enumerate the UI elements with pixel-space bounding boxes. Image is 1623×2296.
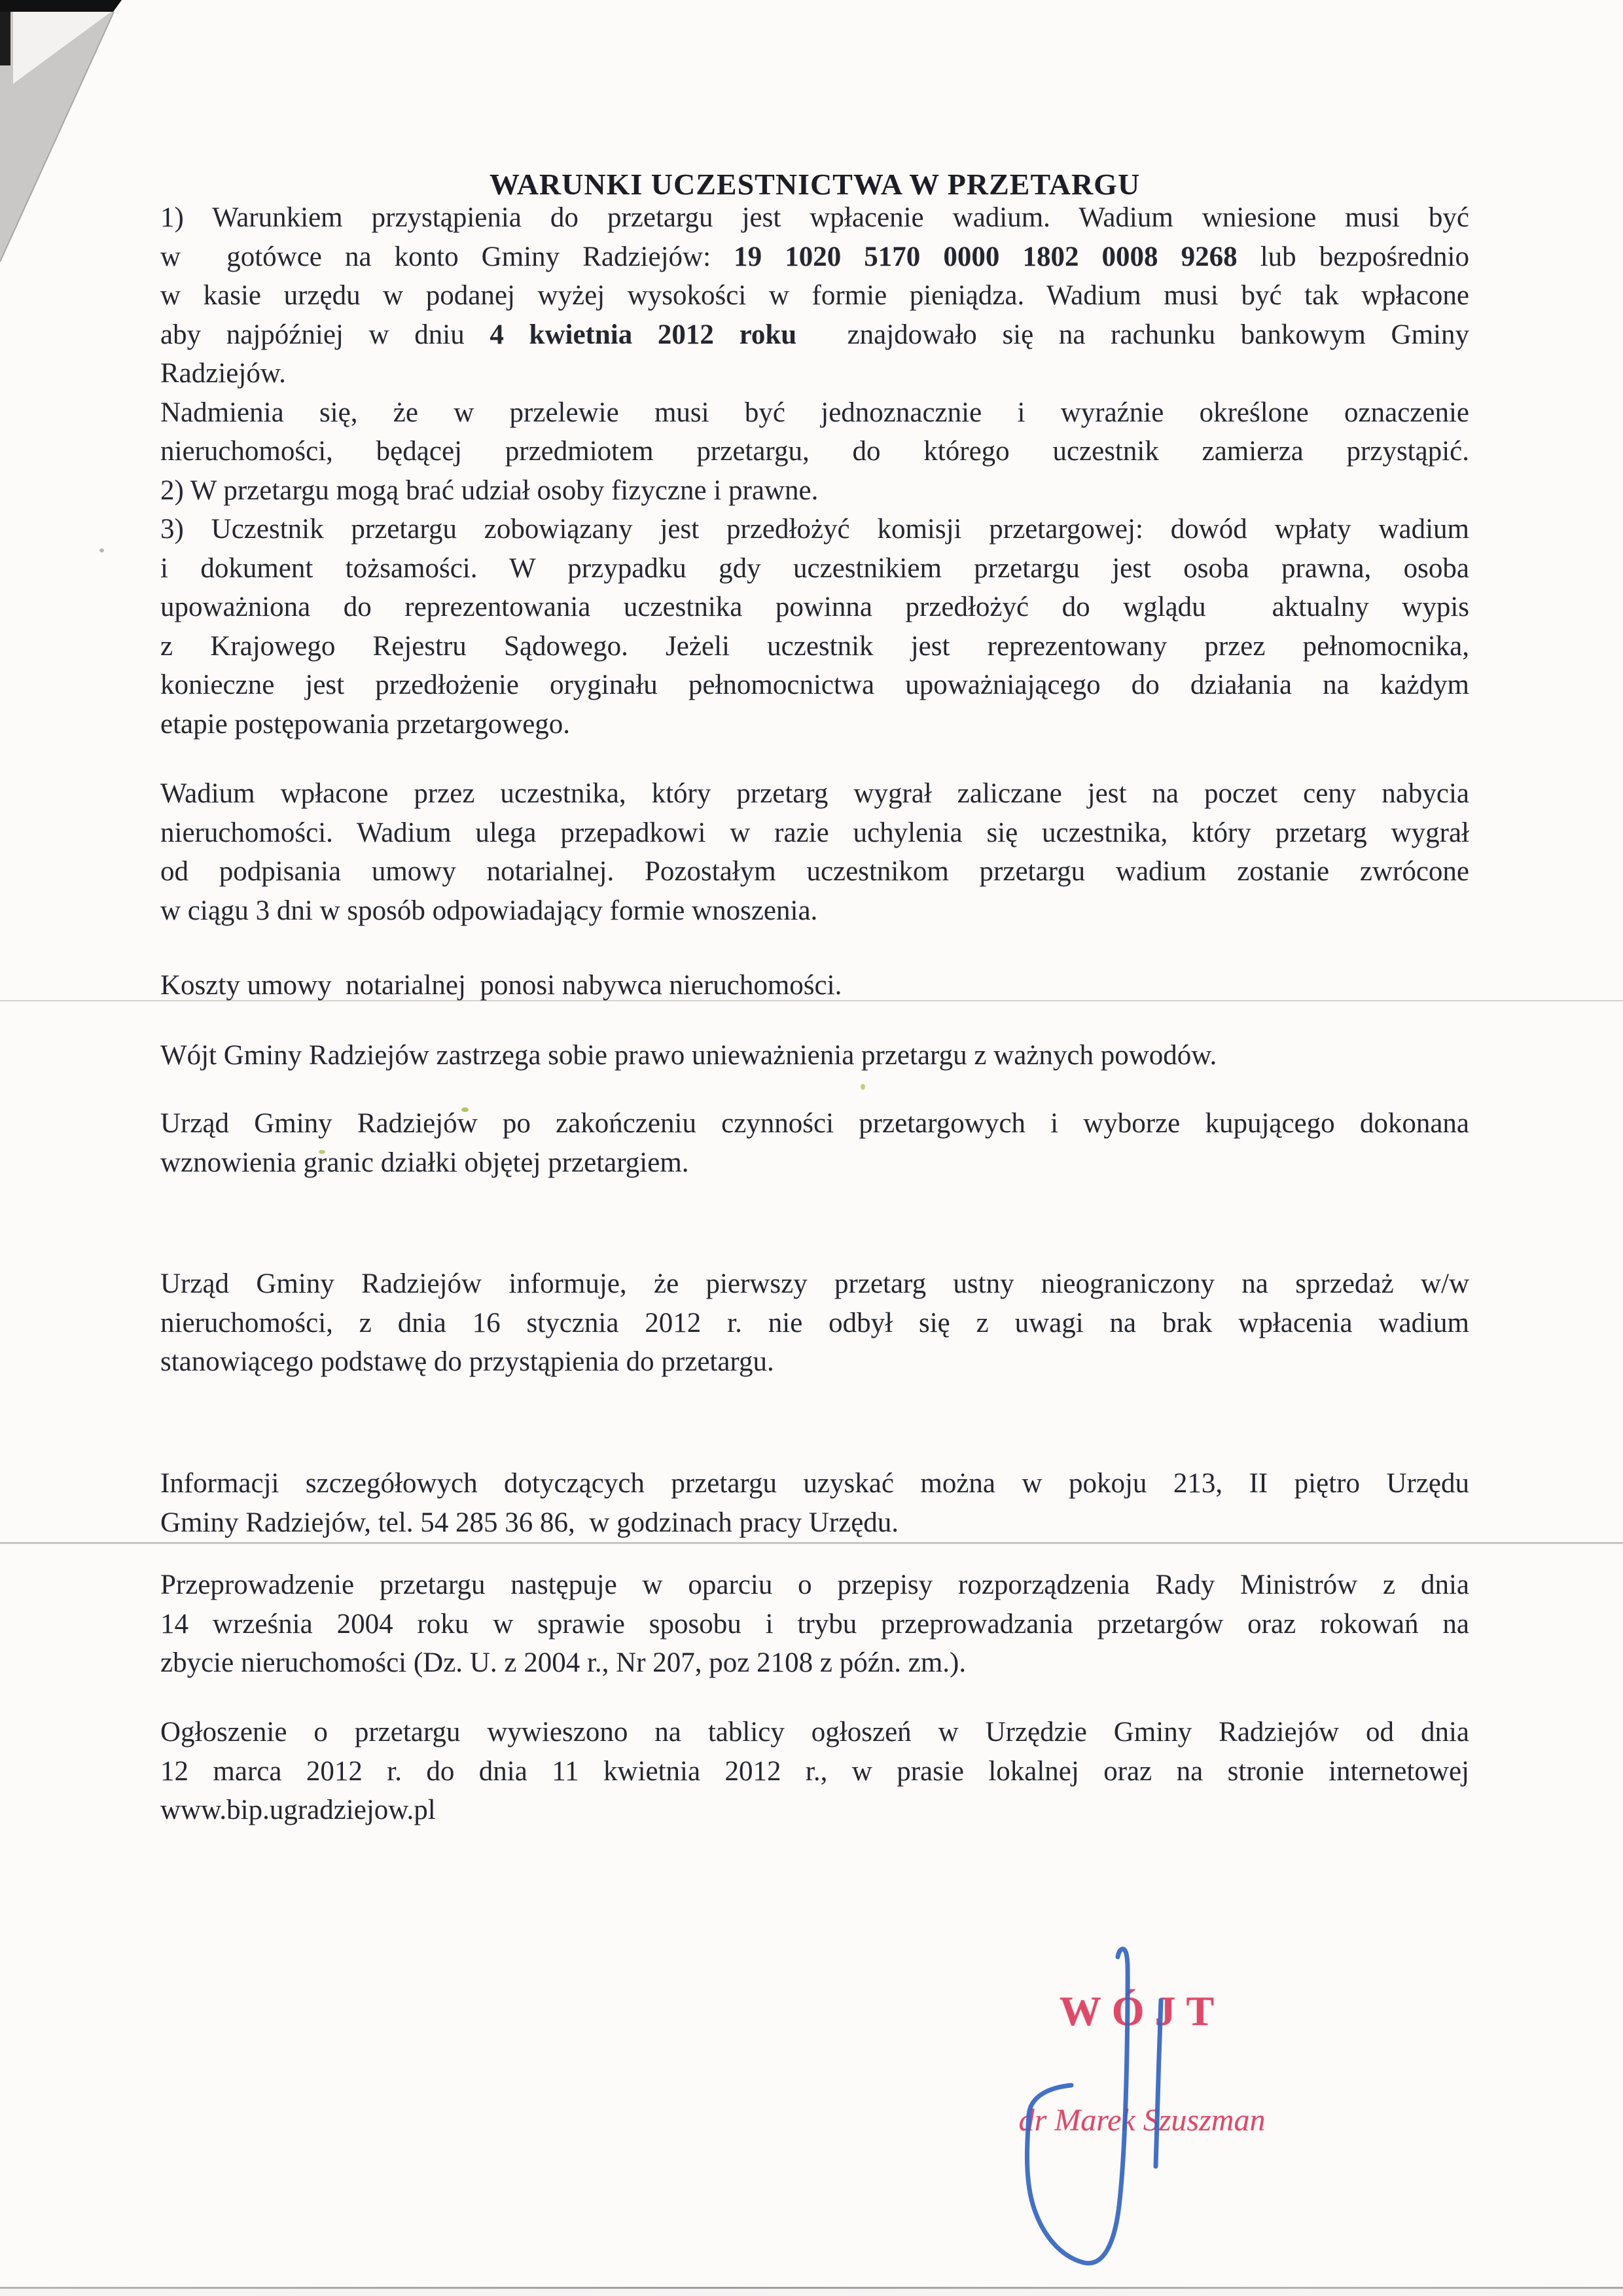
- text-line: [160, 1791, 1469, 1830]
- text-line: [160, 1342, 1469, 1382]
- text-segment: aby najpóźniej w dniu: [160, 319, 490, 350]
- text-segment: lub bezpośrednio: [1237, 241, 1469, 272]
- text-segment: zbycie nieruchomości (Dz. U. z 2004 r., Nr 207, poz 2108 z późn. zm.).: [160, 1647, 967, 1678]
- paragraph: [160, 198, 1469, 744]
- text-line: [160, 354, 1469, 393]
- text-line: [160, 276, 1469, 315]
- text-segment: nieruchomości, będącej przedmiotem przetargu, do którego uczestnik zamierza przystąpić.: [160, 436, 1469, 467]
- text-line: [160, 471, 1469, 511]
- paragraph: [160, 1265, 1469, 1382]
- mayor-stamp-name: dr Marek Szuszman: [1018, 2103, 1266, 2138]
- scan-speck: [99, 548, 104, 552]
- text-line: [160, 852, 1469, 891]
- text-segment: konieczne jest przedłożenie oryginału pełnomocnictwa upoważniającego do działania na każdym: [160, 670, 1469, 700]
- text-segment: Koszty umowy notarialnej ponosi nabywca nieruchomości.: [160, 970, 842, 1001]
- text-segment: Urząd Gminy Radziejów informuje, że pierwszy przetarg ustny nieograniczony na sprzedaż w/w: [160, 1268, 1469, 1299]
- text-line: [160, 510, 1469, 549]
- paragraph: [160, 774, 1469, 930]
- bold-text-segment: 4 kwietnia 2012 roku: [490, 319, 797, 350]
- text-segment: znajdowało się na rachunku bankowym Gminy: [796, 319, 1469, 350]
- text-line: [160, 1566, 1469, 1605]
- text-segment: wznowienia granic działki objętej przetargiem.: [160, 1147, 689, 1178]
- text-line: [160, 774, 1469, 814]
- scanner-bed-strip: [0, 2289, 1623, 2296]
- paragraph: [160, 1713, 1469, 1830]
- text-segment: nieruchomości, z dnia 16 stycznia 2012 r. nie odbył się z uwagi na brak wpłacenia wadium: [160, 1307, 1469, 1338]
- text-line: [160, 666, 1469, 705]
- text-line: [160, 198, 1469, 238]
- paragraph: [160, 1036, 1469, 1075]
- text-line: [160, 1304, 1469, 1343]
- text-segment: od podpisania umowy notarialnej. Pozostałym uczestnikom przetargu wadium zostanie zwrócone: [160, 856, 1469, 887]
- text-line: [160, 814, 1469, 853]
- text-line: [160, 238, 1469, 277]
- text-line: [160, 966, 1469, 1005]
- scanner-edge-black-bar: [0, 0, 122, 12]
- text-segment: i dokument tożsamości. W przypadku gdy uczestnikiem przetargu jest osoba prawna, osoba: [160, 552, 1469, 584]
- text-segment: 2) W przetargu mogą brać udział osoby fizyczne i prawne.: [160, 475, 819, 506]
- text-segment: Informacji szczegółowych dotyczących przetargu uzyskać można w pokoju 213, II piętro Urzędu: [160, 1468, 1469, 1499]
- text-segment: Urząd Gminy Radziejów po zakończeniu czynności przetargowych i wyborze kupującego dokonana: [160, 1108, 1469, 1139]
- text-segment: w ciągu 3 dni w sposób odpowiadający formie wnoszenia.: [160, 895, 818, 926]
- paragraph: [160, 1566, 1469, 1683]
- text-line: [160, 315, 1469, 355]
- text-segment: w gotówce na konto Gminy Radziejów:: [160, 241, 734, 272]
- text-segment: Wójt Gminy Radziejów zastrzega sobie prawo unieważnienia przetargu z ważnych powodów.: [160, 1040, 1217, 1071]
- text-line: [160, 891, 1469, 931]
- text-segment: stanowiącego podstawę do przystąpienia do przetargu.: [160, 1346, 774, 1377]
- text-segment: upoważniona do reprezentowania uczestnika powinna przedłożyć do wglądu aktualny wypis: [160, 592, 1469, 622]
- text-segment: 14 września 2004 roku w sprawie sposobu i trybu przeprowadzania przetargów oraz rokowań na: [160, 1608, 1469, 1640]
- text-line: [160, 1605, 1469, 1644]
- text-line: [160, 1503, 1469, 1543]
- text-line: [160, 705, 1469, 744]
- text-segment: Ogłoszenie o przetargu wywieszono na tablicy ogłoszeń w Urzędzie Gminy Radziejów od dnia: [160, 1717, 1469, 1748]
- text-segment: 1) Warunkiem przystąpienia do przetargu jest wpłacenie wadium. Wadium wniesione musi być: [160, 202, 1469, 233]
- text-line: [160, 1643, 1469, 1683]
- paragraph: [160, 1464, 1469, 1542]
- text-line: [160, 1036, 1469, 1075]
- text-line: [160, 1265, 1469, 1304]
- text-segment: w kasie urzędu w podanej wyżej wysokości w formie pieniądza. Wadium musi być tak wpłacone: [160, 280, 1469, 311]
- text-line: [160, 432, 1469, 471]
- text-segment: 12 marca 2012 r. do dnia 11 kwietnia 2012 r., w prasie lokalnej oraz na stronie internetowej: [160, 1755, 1469, 1787]
- text-line: [160, 1464, 1469, 1503]
- document-title: WARUNKI UCZESTNICTWA W PRZETARGU: [489, 168, 1141, 201]
- text-line: [160, 588, 1469, 627]
- text-segment: Przeprowadzenie przetargu następuje w oparciu o przepisy rozporządzenia Rady Ministrów z dnia: [160, 1570, 1469, 1600]
- text-segment: Gminy Radziejów, tel. 54 285 36 86, w godzinach pracy Urzędu.: [160, 1507, 899, 1538]
- text-line: [160, 1104, 1469, 1143]
- text-segment: nieruchomości. Wadium ulega przepadkowi w razie uchylenia się uczestnika, który przetarg wygrał: [160, 817, 1469, 848]
- text-line: [160, 1143, 1469, 1183]
- scanner-edge-left-strip: [0, 12, 10, 67]
- text-segment: Wadium wpłacone przez uczestnika, który przetarg wygrał zaliczane jest na poczet ceny nabycia: [160, 778, 1469, 809]
- paragraph: [160, 1104, 1469, 1182]
- text-segment: www.bip.ugradziejow.pl: [160, 1795, 436, 1825]
- bold-text-segment: 19 1020 5170 0000 1802 0008 9268: [734, 241, 1238, 272]
- scan-streak: [0, 1542, 1623, 1544]
- text-line: [160, 627, 1469, 666]
- text-line: [160, 1713, 1469, 1752]
- text-segment: 3) Uczestnik przetargu zobowiązany jest przedłożyć komisji przetargowej: dowód wpłaty wadium: [160, 514, 1469, 545]
- text-segment: z Krajowego Rejestru Sądowego. Jeżeli uczestnik jest reprezentowany przez pełnomocnika,: [160, 630, 1469, 662]
- text-line: [160, 1752, 1469, 1791]
- text-segment: Nadmienia się, że w przelewie musi być jednoznacznie i wyraźnie określone oznaczenie: [160, 397, 1469, 428]
- text-segment: Radziejów.: [160, 358, 286, 389]
- paragraph: [160, 966, 1469, 1005]
- text-segment: etapie postępowania przetargowego.: [160, 708, 571, 740]
- mayor-stamp-title: WÓJT: [1059, 1988, 1225, 2034]
- scan-speck: [861, 1084, 865, 1090]
- text-line: [160, 393, 1469, 433]
- text-line: [160, 549, 1469, 588]
